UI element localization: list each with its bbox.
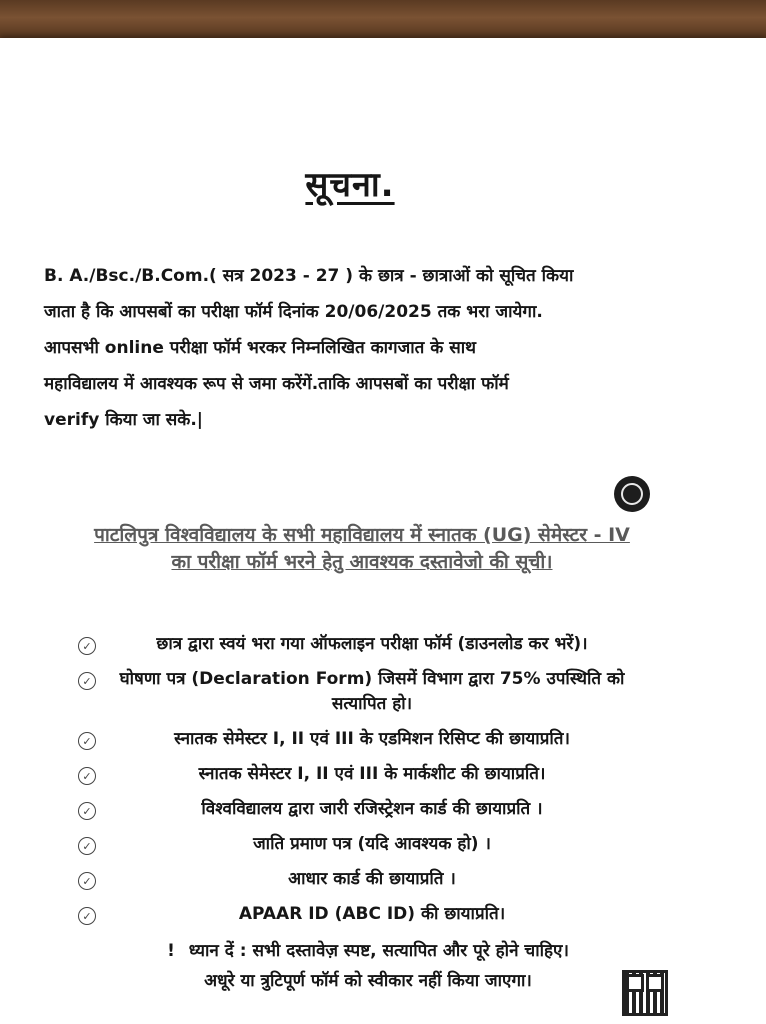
- document-item-text: छात्र द्वारा स्वयं भरा गया ऑफलाइन परीक्षा फॉर्म (डाउनलोड कर भरें)।: [156, 634, 588, 654]
- document-item-text: स्नातक सेमेस्टर I, II एवं III के एडमिशन रिसिप्ट की छायाप्रति।: [174, 729, 570, 749]
- intro-line: महाविद्यालय में आवश्यक रूप से जमा करेंगें.ताकि आपसबों का परीक्षा फॉर्म: [44, 374, 509, 394]
- check-circle-icon: ✓: [78, 637, 96, 655]
- attention-note: [108, 936, 628, 996]
- list-item: [78, 867, 638, 892]
- check-circle-icon: ✓: [78, 732, 96, 750]
- list-item: [78, 727, 638, 752]
- warning-icon: !: [167, 941, 175, 961]
- check-circle-icon: ✓: [78, 872, 96, 890]
- document-item-text: विश्वविद्यालय द्वारा जारी रजिस्ट्रेशन कार्ड की छायाप्रति ।: [201, 799, 543, 819]
- check-circle-icon: ✓: [78, 837, 96, 855]
- intro-line: B. A./Bsc./B.Com.( सत्र 2023 - 27 ) के छात्र - छात्राओं को सूचित किया: [44, 266, 574, 286]
- document-list: [78, 632, 638, 937]
- intro-line: verify किया जा सके.|: [44, 410, 204, 430]
- list-item: [78, 667, 638, 717]
- check-circle-icon: ✓: [78, 907, 96, 925]
- list-item: [78, 902, 638, 927]
- document-item-text: APAAR ID (ABC ID) की छायाप्रति।: [238, 904, 506, 924]
- check-circle-icon: ✓: [78, 767, 96, 785]
- document-item-text: जाति प्रमाण पत्र (यदि आवश्यक हो) ।: [253, 834, 491, 854]
- document-item-text: स्नातक सेमेस्टर I, II एवं III के मार्कशीट की छायाप्रति।: [198, 764, 546, 784]
- list-item: [78, 762, 638, 787]
- intro-line: आपसभी online परीक्षा फॉर्म भरकर निम्नलिखित कागजात के साथ: [44, 338, 476, 358]
- notice-title: सूचना.: [305, 165, 395, 205]
- intro-paragraph: [44, 258, 704, 438]
- document-item-text: घोषणा पत्र (Declaration Form) जिसमें विभाग द्वारा 75% उपस्थिति को सत्यापित हो।: [119, 669, 625, 714]
- qr-code-icon: [622, 970, 668, 1016]
- document-item-text: आधार कार्ड की छायाप्रति ।: [288, 869, 456, 889]
- list-item: [78, 832, 638, 857]
- list-item: [78, 632, 638, 657]
- list-item: [78, 797, 638, 822]
- check-circle-icon: ✓: [78, 672, 96, 690]
- document-list-heading: पाटलिपुत्र विश्वविद्यालय के सभी महाविद्यालय में स्नातक (UG) सेमेस्टर - IV का परीक्षा फॉर्म भरने हेतु आवश्यक दस्तावेजो की सूची।: [94, 524, 630, 573]
- note-line: ध्यान दें : सभी दस्तावेज़ स्पष्ट, सत्यापित और पूरे होने चाहिए।: [188, 941, 569, 961]
- intro-line: जाता है कि आपसबों का परीक्षा फॉर्म दिनांक 20/06/2025 तक भरा जायेगा.: [44, 302, 543, 322]
- college-seal-icon: [614, 476, 650, 512]
- check-circle-icon: ✓: [78, 802, 96, 820]
- note-line: अधूरे या त्रुटिपूर्ण फॉर्म को स्वीकार नहीं किया जाएगा।: [204, 971, 532, 991]
